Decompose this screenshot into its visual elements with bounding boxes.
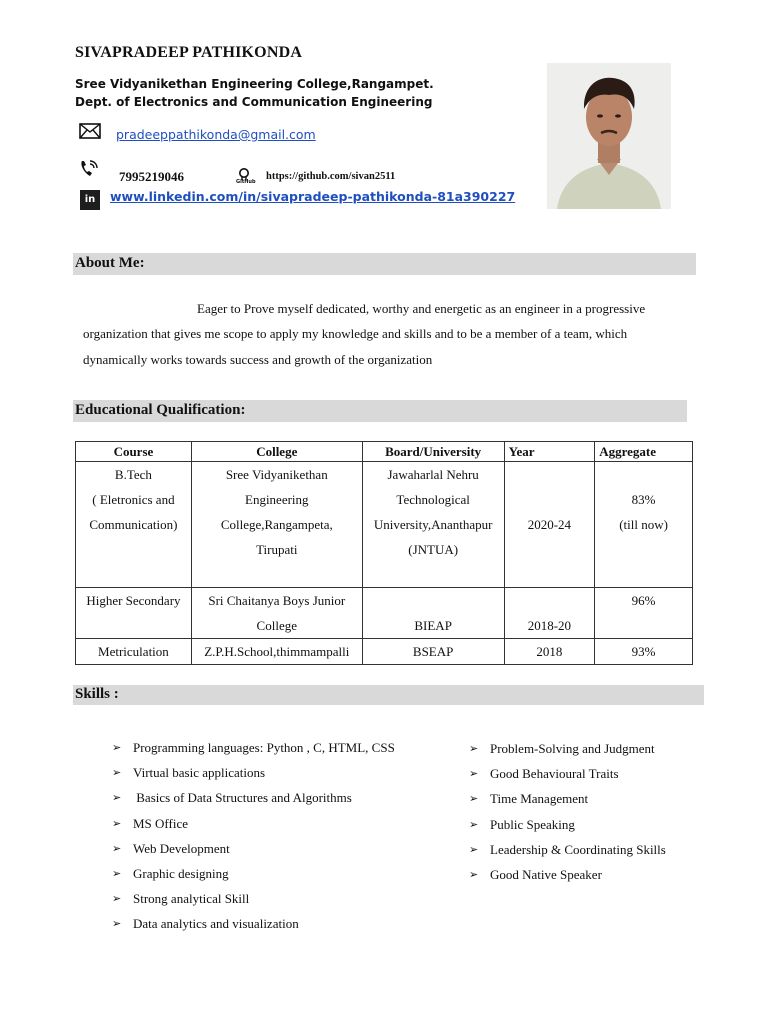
board-cell — [362, 462, 504, 588]
skills-section-bar — [73, 685, 704, 705]
cell-line: College,Rangampeta, — [220, 517, 333, 532]
skill-item: ➢ Basics of Data Structures and Algorithms — [112, 790, 395, 815]
year-cell — [504, 639, 595, 665]
skill-item: ➢ Strong analytical Skill — [112, 891, 395, 916]
cell-line: 93% — [631, 644, 656, 659]
aggregate-cell — [595, 639, 693, 665]
cell-line: Higher Secondary — [86, 593, 181, 608]
skill-item: ➢ Programming languages: Python , C, HTML, CSS — [112, 740, 395, 765]
college-cell — [191, 462, 362, 588]
skill-item: ➢ Good Behavioural Traits — [469, 766, 666, 791]
header-board: Board/University — [362, 442, 504, 462]
about-paragraph: Eager to Prove myself dedicated, worthy and energetic as an engineer in a progressive organization that gives me scope to apply my knowledge and skills and to be a member of a team, which dynamically works towards success and growth of the organization — [83, 301, 646, 367]
cell-line: 96% — [631, 593, 656, 608]
cell-line: Sri Chaitanya Boys Junior — [208, 593, 346, 608]
cell-line: Jawaharlal Nehru — [387, 467, 479, 482]
mail-icon — [79, 123, 101, 144]
aggregate-cell — [595, 588, 693, 639]
skill-item: ➢ Public Speaking — [469, 817, 666, 842]
education-heading: Educational Qualification: — [75, 402, 246, 418]
about-section-bar — [73, 253, 696, 275]
education-table — [75, 441, 693, 665]
board-cell — [362, 588, 504, 639]
aggregate-cell — [595, 462, 693, 588]
cell-line: BSEAP — [412, 644, 454, 659]
about-text — [83, 296, 693, 372]
skills-list-left — [112, 740, 395, 942]
phone-icon — [78, 158, 100, 185]
skill-item: ➢ Good Native Speaker — [469, 867, 666, 892]
college-cell — [191, 588, 362, 639]
github-link[interactable]: https://github.com/sivan2511 — [266, 171, 396, 182]
cell-line: Communication) — [89, 517, 178, 532]
course-cell — [76, 639, 192, 665]
skill-item: ➢ Data analytics and visualization — [112, 916, 395, 941]
skill-item: ➢ Problem-Solving and Judgment — [469, 741, 666, 766]
department-line: Dept. of Electronics and Communication Engineering — [75, 95, 433, 109]
cell-line: B.Tech — [114, 467, 152, 482]
skill-item: ➢ Leadership & Coordinating Skills — [469, 842, 666, 867]
college-line: Sree Vidyanikethan Engineering College,Rangampet. — [75, 77, 434, 91]
cell-line: Tirupati — [256, 542, 298, 557]
skills-heading: Skills : — [75, 686, 119, 702]
header-aggregate: Aggregate — [595, 442, 693, 462]
college-cell — [191, 639, 362, 665]
cell-line: College — [256, 618, 297, 633]
cell-line: 2018 — [536, 644, 563, 659]
table-row — [76, 462, 693, 588]
course-cell — [76, 588, 192, 639]
board-cell — [362, 639, 504, 665]
cell-line: Sree Vidyanikethan — [225, 467, 328, 482]
year-cell — [504, 588, 595, 639]
email-link[interactable]: pradeeppathikonda@gmail.com — [116, 127, 316, 142]
cell-line: Technological — [396, 492, 470, 507]
cell-line: BIEAP — [414, 618, 452, 633]
about-heading: About Me: — [75, 255, 145, 271]
table-header-row — [76, 442, 693, 462]
cell-line: 2018-20 — [527, 618, 572, 633]
linkedin-icon: in — [80, 190, 100, 210]
year-cell — [504, 462, 595, 588]
profile-photo — [547, 63, 671, 209]
cell-line: Z.P.H.School,thimmampalli — [204, 644, 350, 659]
linkedin-link[interactable]: www.linkedin.com/in/sivapradeep-pathikonda-81a390227 — [110, 189, 516, 204]
skill-item: ➢ MS Office — [112, 816, 395, 841]
phone-number: 7995219046 — [119, 169, 184, 184]
cell-line: University,Ananthapur — [373, 517, 493, 532]
header-year: Year — [504, 442, 595, 462]
cell-line: Metriculation — [98, 644, 169, 659]
candidate-name: SIVAPRADEEP PATHIKONDA — [75, 44, 303, 61]
course-cell — [76, 462, 192, 588]
header-course: Course — [76, 442, 192, 462]
cell-line: 83% — [631, 492, 656, 507]
header-college: College — [191, 442, 362, 462]
cell-line: Engineering — [245, 492, 309, 507]
table-row — [76, 639, 693, 665]
github-label: GitHub — [236, 179, 256, 185]
skill-item: ➢ Virtual basic applications — [112, 765, 395, 790]
skill-item: ➢ Web Development — [112, 841, 395, 866]
table-row — [76, 588, 693, 639]
skill-item: ➢ Graphic designing — [112, 866, 395, 891]
cell-line: 2020-24 — [527, 517, 572, 532]
cell-line: (JNTUA) — [408, 542, 459, 557]
skills-list-right — [469, 741, 666, 892]
cell-line: (till now) — [619, 517, 668, 532]
cell-line: ( Eletronics and — [92, 492, 175, 507]
skill-item: ➢ Time Management — [469, 791, 666, 816]
